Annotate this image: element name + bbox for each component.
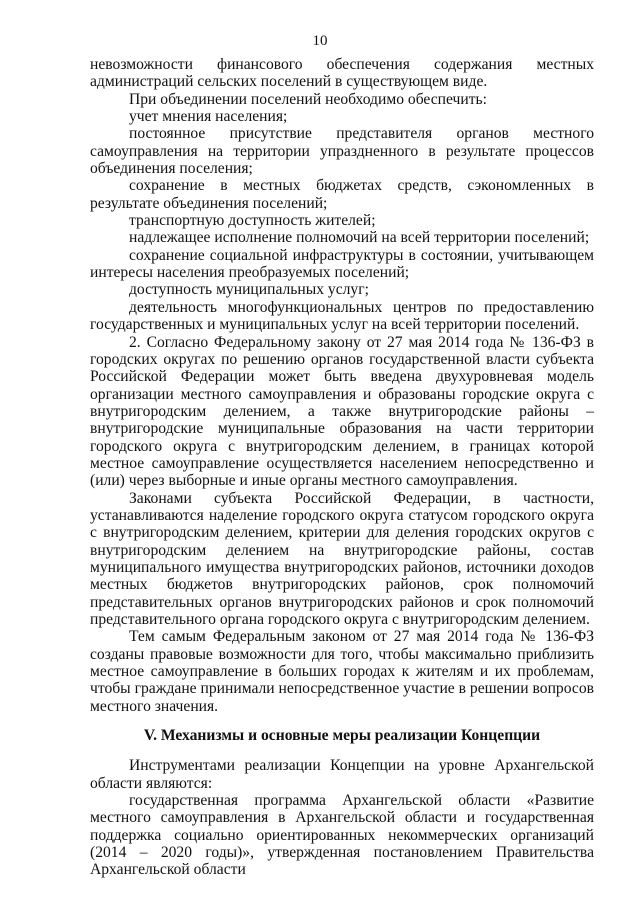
paragraph: государственная программа Архангельской области «Развитие местного самоуправления в Архангельской области и государственная поддержка социально ориентированных некоммерческих организаций (2014 – 2020 годы)», утвержденная постановлением Правительства Архангельской области [90,792,594,879]
paragraph: 2. Согласно Федеральному закону от 27 мая 2014 года № 136-ФЗ в городских округах по решению органов государственной власти субъекта Российской Федерации может быть введена двухуровневая модель организации местного самоуправления и образованы городские округа с внутригородским делением, а также внутригородские районы – внутригородские муниципальные образования на части территории городского округа с внутригородским делением, в границах которой местное самоуправление осуществляется населением непосредственно и (или) через выборные и иные органы местного самоуправления. [90,333,594,490]
list-item: деятельность многофункциональных центров по предоставлению государственных и муниципальных услуг на всей территории поселений. [90,298,594,334]
list-item: доступность муниципальных услуг; [129,281,369,299]
document-body [90,56,594,879]
list-item: сохранение в местных бюджетах средств, сэкономленных в результате объединения поселений; [90,177,594,212]
list-item: надлежащее исполнение полномочий на всей территории поселений; [129,229,590,247]
paragraph: Инструментами реализации Концепции на уровне Архангельской области являются: [90,757,594,792]
paragraph: При объединении поселений необходимо обеспечить: [129,90,487,108]
paragraph: Тем самым Федеральным законом от 27 мая 2014 года № 136-ФЗ созданы правовые возможности для того, чтобы максимально приблизить местное самоуправление в больших городах к жителям и их проблемам, чтобы граждане принимали непосредственное участие в решении вопросов местного значения. [90,628,594,715]
paragraph: Законами субъекта Российской Федерации, в частности, устанавливаются наделение городского округа статусом городского округа с внутригородским делением, критерии для деления городских округов с внутригородским делением на внутригородские районы, состав муниципального имущества внутригородских районов, источники доходов местных бюджетов внутригородских районов, срок полномочий представительных органов внутригородских районов и срок полномочий представительного органа городского округа с внутригородским делением. [90,489,594,628]
paragraph: невозможности финансового обеспечения содержания местных администраций сельских поселений в существующем виде. [90,56,594,91]
section-heading: V. Механизмы и основные меры реализации Концепции [143,727,541,745]
list-item: транспортную доступность жителей; [129,212,376,230]
list-item: сохранение социальной инфраструктуры в состоянии, учитывающем интересы населения преобразуемых поселений; [90,246,594,282]
list-item: учет мнения населения; [129,108,288,126]
page-number: 10 [312,33,328,49]
list-item: постоянное присутствие представителя органов местного самоуправления на территории упраздненного в результате процессов объединения поселения; [90,125,594,178]
